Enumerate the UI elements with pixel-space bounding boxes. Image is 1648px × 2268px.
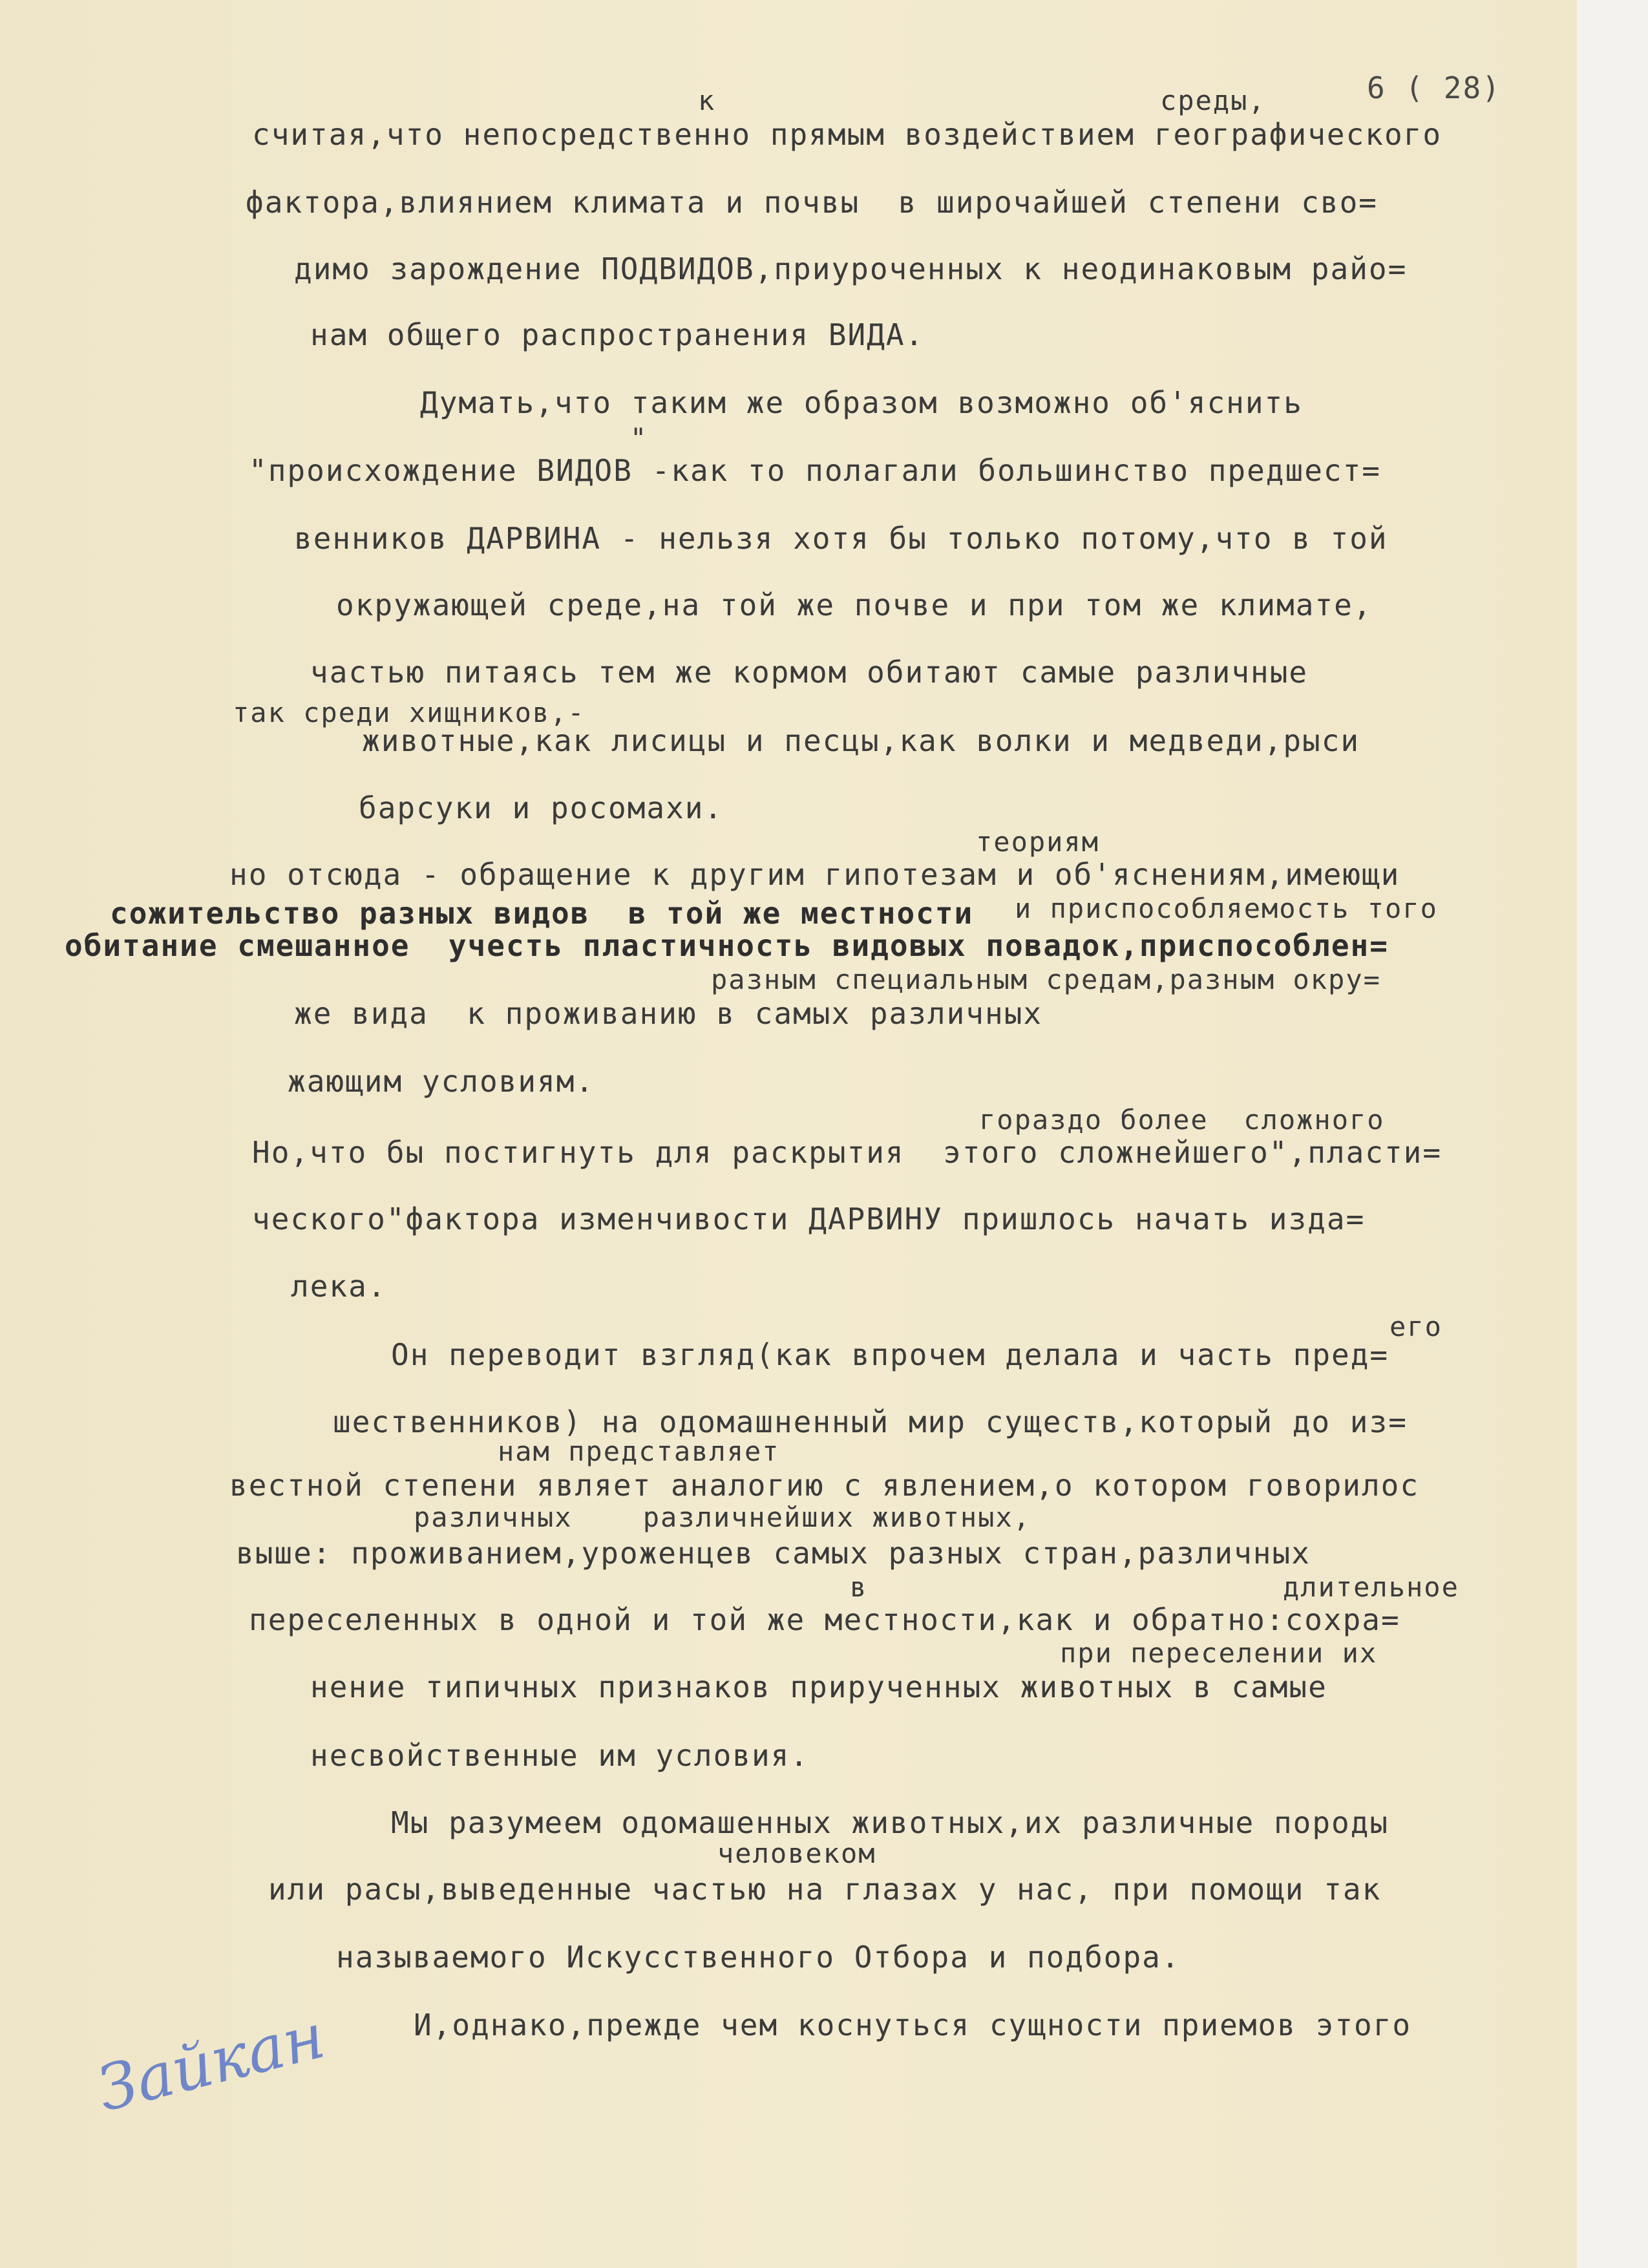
text-line: Думать,что таким же образом возможно об'яснить bbox=[420, 385, 1303, 420]
text-line: жающим условиям. bbox=[288, 1064, 595, 1099]
text-line: выше: проживанием,уроженцев самых разных стран,различных bbox=[236, 1536, 1311, 1571]
line-insert: различных различнейших животных, bbox=[414, 1501, 1031, 1533]
text-line: животные,как лисицы и песцы,как волки и медведи,рыси bbox=[362, 723, 1360, 758]
text-line: нение типичных признаков прирученных животных в самые bbox=[310, 1669, 1327, 1704]
line-insert: длительное bbox=[1283, 1571, 1459, 1603]
line-insert: его bbox=[1389, 1311, 1442, 1342]
text-line: сожительство разных видов в той же местности bbox=[110, 896, 974, 931]
text-line: считая,что непосредственно прямым воздействием географического bbox=[252, 117, 1442, 152]
text-line: окружающей среде,на той же почве и при том же климате, bbox=[336, 588, 1373, 622]
text-line: барсуки и росомахи. bbox=[359, 790, 724, 825]
line-insert: " bbox=[630, 422, 648, 454]
line-insert: при переселении их bbox=[1060, 1637, 1378, 1669]
text-line: но отсюда - обращение к другим гипотезам и об'яснениям,имеющи bbox=[229, 857, 1400, 892]
line-insert: и приспособляемость того bbox=[1015, 893, 1438, 924]
line-insert: среды, bbox=[1160, 85, 1266, 116]
line-insert: гораздо более сложного bbox=[979, 1104, 1385, 1136]
handwritten-signature: Зайкан bbox=[90, 1999, 332, 2126]
text-line: фактора,влиянием климата и почвы в широчайшей степени сво= bbox=[246, 185, 1378, 220]
text-line: несвойственные им условия. bbox=[310, 1738, 810, 1773]
line-insert: разным специальным средам,разным окру= bbox=[711, 964, 1381, 995]
text-line: Но,что бы постигнуть для раскрытия этого сложнейшего",пласти= bbox=[252, 1135, 1442, 1170]
text-line: вестной степени являет аналогию с явлением,о котором говорилос bbox=[229, 1468, 1420, 1503]
text-line: Мы разумеем одомашенных животных,их различные породы bbox=[391, 1805, 1389, 1840]
text-line: Он переводит взгляд(как впрочем делала и часть пред= bbox=[391, 1337, 1389, 1372]
text-line: "происхождение ВИДОВ -как то полагали большинство предшест= bbox=[249, 453, 1381, 488]
page-number: 6 ( 28) bbox=[1367, 70, 1501, 105]
text-line: называемого Искусственного Отбора и подбора. bbox=[336, 1940, 1181, 1975]
text-line: димо зарождение ПОДВИДОВ,приуроченных к неодинаковым райо= bbox=[294, 251, 1408, 286]
line-insert: в bbox=[850, 1571, 868, 1603]
text-line: нам общего распространения ВИДА. bbox=[310, 317, 925, 352]
text-line: или расы,выведенные частью на глазах у нас, при помощи так bbox=[268, 1872, 1382, 1907]
text-line: шественников) на одомашненный мир существ,который до из= bbox=[333, 1404, 1408, 1439]
line-insert: человеком bbox=[717, 1838, 876, 1869]
line-insert: так среди хищников,- bbox=[233, 697, 586, 728]
text-line: И,однако,прежде чем коснуться сущности приемов этого bbox=[414, 2008, 1412, 2042]
line-insert: к bbox=[698, 85, 716, 116]
line-insert: теориям bbox=[976, 826, 1100, 858]
text-line: лека. bbox=[291, 1269, 387, 1304]
text-line: венников ДАРВИНА - нельзя хотя бы только потому,что в той bbox=[294, 521, 1388, 556]
scan-margin bbox=[1577, 0, 1648, 2268]
text-line: переселенных в одной и той же местности,как и обратно:сохра= bbox=[249, 1602, 1400, 1637]
text-line: частью питаясь тем же кормом обитают самые различные bbox=[310, 655, 1309, 690]
line-insert: нам представляет bbox=[498, 1436, 780, 1467]
text-line: обитание смешанное учесть пластичность видовых повадок,приспособлен= bbox=[65, 928, 1389, 963]
text-line: же вида к проживанию в самых различных bbox=[294, 996, 1043, 1031]
text-line: ческого"фактора изменчивости ДАРВИНУ пришлось начать изда= bbox=[252, 1202, 1366, 1236]
